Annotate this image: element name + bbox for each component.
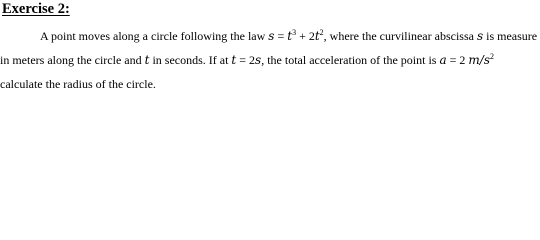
math-variable-s: s — [476, 29, 484, 43]
text-segment: A point moves along a circle following the law — [40, 29, 269, 43]
plus-term: + 2 — [296, 29, 315, 43]
acceleration-unit: m/s — [468, 53, 491, 67]
paragraph-line-3: calculate the radius of the circle. — [0, 77, 156, 91]
math-variable-t: t — [314, 29, 320, 43]
math-variable-t: t — [144, 53, 150, 67]
equals-sign: = — [274, 29, 288, 43]
text-segment: in meters along the circle and — [0, 53, 145, 67]
paragraph-line-1 — [40, 30, 537, 42]
unit-seconds: s — [255, 53, 262, 67]
math-variable-a: a — [439, 53, 447, 67]
text-segment: , the total acceleration of the point is — [261, 53, 440, 67]
time-value: = 2 — [236, 53, 256, 67]
exercise-page — [0, 0, 540, 109]
text-segment: is measure — [483, 29, 538, 43]
exponent-2: 2 — [319, 28, 324, 37]
exponent-3: 3 — [292, 28, 297, 37]
text-segment: in seconds. If at — [149, 53, 232, 67]
math-variable-s: s — [268, 29, 275, 43]
math-variable-t: t — [231, 53, 237, 67]
exercise-heading: Exercise 2: — [2, 1, 70, 17]
unit-exponent: 2 — [490, 52, 495, 61]
acceleration-value: = 2 — [446, 53, 469, 67]
text-segment: , where the curvilinear abscissa — [323, 29, 477, 43]
math-variable-t: t — [287, 29, 293, 43]
paragraph-line-2 — [0, 54, 494, 66]
